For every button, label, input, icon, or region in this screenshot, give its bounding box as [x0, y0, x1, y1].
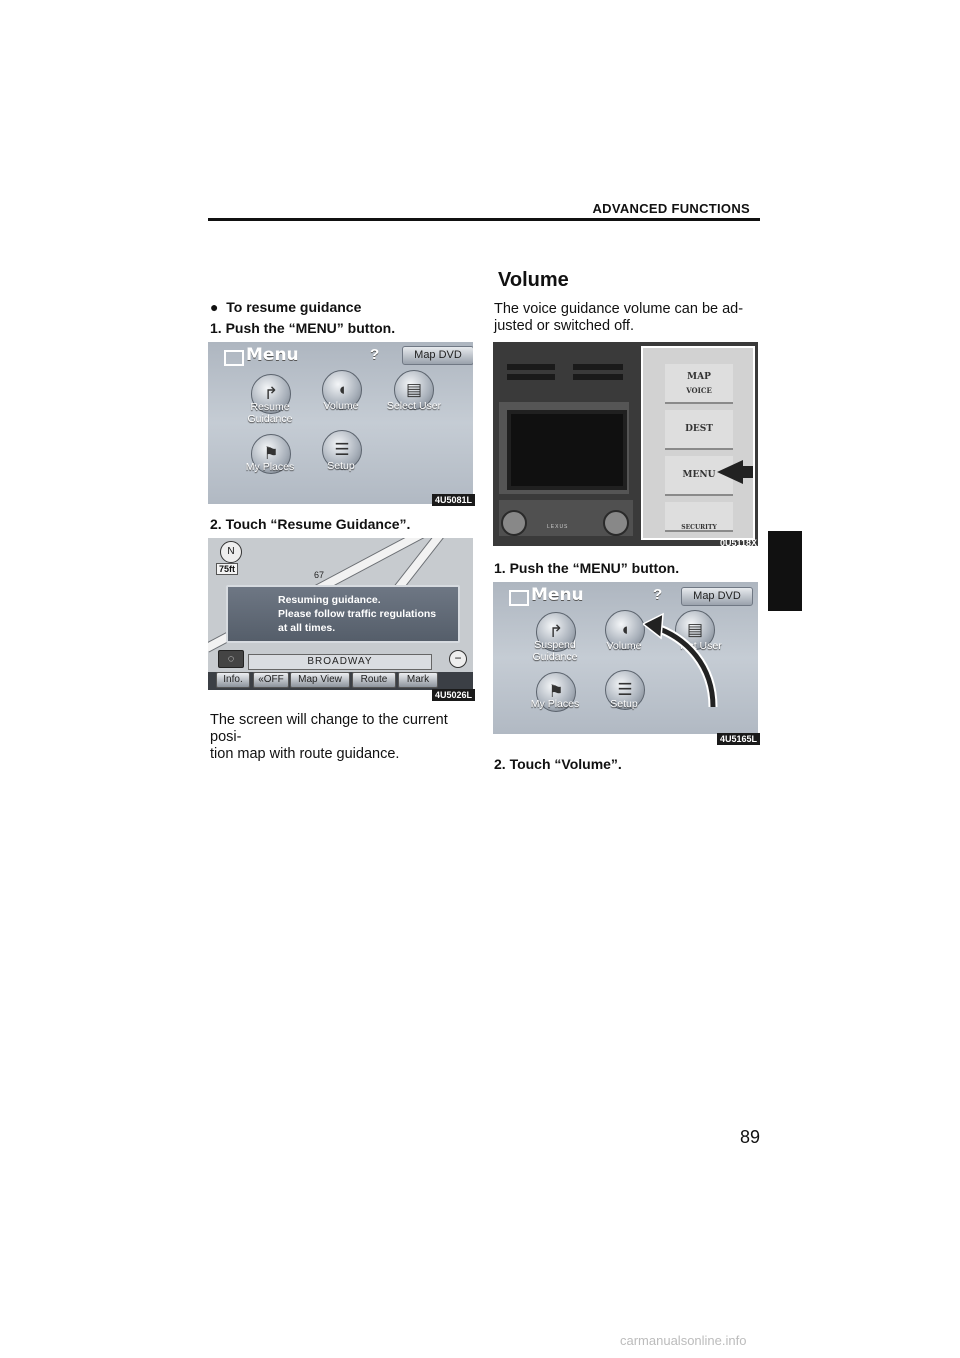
volume-icon: ◖ — [619, 620, 631, 639]
route-button[interactable]: Route — [352, 672, 396, 688]
section-title: Volume — [498, 269, 569, 291]
right-step-1: 1. Push the “MENU” button. — [494, 560, 680, 576]
figure-code: 0U5118X — [720, 538, 758, 548]
volume-label: Volume — [323, 400, 359, 412]
button-closeup — [641, 346, 755, 540]
message-line: Please follow traffic regulations — [278, 608, 437, 620]
help-button[interactable]: ? — [370, 346, 380, 363]
left-step-2: 2. Touch “Resume Guidance”. — [210, 516, 411, 532]
touch-arrow-icon — [643, 612, 723, 712]
volume-icon: ◖ — [336, 380, 348, 399]
right-step-2: 2. Touch “Volume”. — [494, 756, 622, 772]
brand-label: LEXUS — [547, 524, 569, 530]
setup-icon: ☰ — [334, 440, 350, 459]
chapter-tab — [768, 531, 802, 611]
scale-indicator[interactable]: 75ft — [216, 563, 238, 575]
air-vent — [573, 364, 623, 370]
pointer-arrow-tail — [741, 466, 753, 478]
my-places-label: My Places — [245, 461, 295, 473]
setup-label: Setup — [610, 698, 638, 710]
zoom-button[interactable]: ◌ — [218, 650, 244, 668]
air-vent — [507, 374, 555, 380]
map-dvd-button[interactable]: Map DVD — [402, 346, 473, 365]
menu-screen-1 — [208, 342, 473, 504]
off-button[interactable]: «OFF — [253, 672, 289, 688]
subheading: ● To resume guidance — [210, 299, 362, 315]
menu-icon — [224, 350, 244, 366]
street-name-bar: BROADWAY — [248, 654, 432, 670]
info-button[interactable]: Info. — [216, 672, 250, 688]
user-book-icon: ▤ — [405, 380, 423, 399]
road-number: 67 — [314, 570, 325, 580]
page-number: 89 — [739, 1127, 760, 1147]
mark-button[interactable]: Mark — [398, 672, 438, 688]
user-book-icon: ▤ — [686, 620, 704, 639]
console-photo — [493, 342, 758, 546]
menu-title: Menu — [246, 345, 299, 365]
menu-screen-2 — [493, 582, 758, 734]
power-volume-knob[interactable] — [501, 510, 527, 536]
map-voice-button[interactable]: MAP VOICE — [665, 364, 733, 404]
left-step-1: 1. Push the “MENU” button. — [210, 320, 396, 336]
message-line: at all times. — [278, 622, 336, 634]
volume-label: Volume — [606, 640, 642, 652]
message-line: Resuming guidance. — [278, 594, 381, 606]
menu-icon — [509, 590, 529, 606]
setup-label: Setup — [327, 460, 355, 472]
air-vent — [507, 364, 555, 370]
suspend-guidance-label: Suspend Guidance — [532, 639, 578, 663]
map-view-button[interactable]: Map View — [290, 672, 350, 688]
pointer-arrow-icon — [717, 460, 743, 484]
left-paragraph: The screen will change to the current posi- tion map with route guidance. — [210, 712, 448, 762]
guidance-icon: ↱ — [548, 622, 564, 641]
dest-button[interactable]: DEST — [665, 410, 733, 450]
bullet-icon: ● — [210, 299, 227, 315]
setup-icon: ☰ — [617, 680, 633, 699]
header-rule — [208, 218, 760, 221]
zoom-out-icon[interactable]: − — [449, 650, 467, 668]
figure-code: 4U5026L — [432, 689, 475, 701]
help-button[interactable]: ? — [653, 586, 663, 603]
menu-title: Menu — [531, 585, 584, 605]
guidance-map-screen — [208, 538, 473, 690]
section-header: ADVANCED FUNCTIONS — [592, 201, 750, 216]
flag-icon: ⚑ — [548, 682, 564, 701]
volume-intro: The voice guidance volume can be ad- justed or switched off. — [494, 301, 744, 334]
flag-icon: ⚑ — [263, 444, 279, 463]
select-user-label: Select User — [386, 400, 442, 412]
tune-knob[interactable] — [603, 510, 629, 536]
watermark: carmanualsonline.info — [620, 1333, 747, 1348]
air-vent — [573, 374, 623, 380]
map-dvd-button[interactable]: Map DVD — [681, 587, 753, 606]
figure-code: 4U5165L — [717, 733, 760, 745]
guidance-icon: ↱ — [263, 384, 279, 403]
menu-hard-button[interactable]: MENU — [665, 456, 733, 496]
rewind-icon: « — [258, 674, 264, 685]
compass-icon[interactable]: N — [220, 541, 242, 563]
navigation-display — [507, 410, 627, 490]
select-user-label: lect User — [680, 640, 722, 652]
security-indicator: SECURITY — [665, 502, 733, 532]
figure-code: 4U5081L — [432, 494, 475, 506]
resume-message-popup — [226, 585, 460, 643]
map-button-bar — [208, 672, 473, 690]
resume-guidance-label: Resume Guidance — [247, 401, 293, 425]
my-places-label: My Places — [530, 698, 580, 710]
